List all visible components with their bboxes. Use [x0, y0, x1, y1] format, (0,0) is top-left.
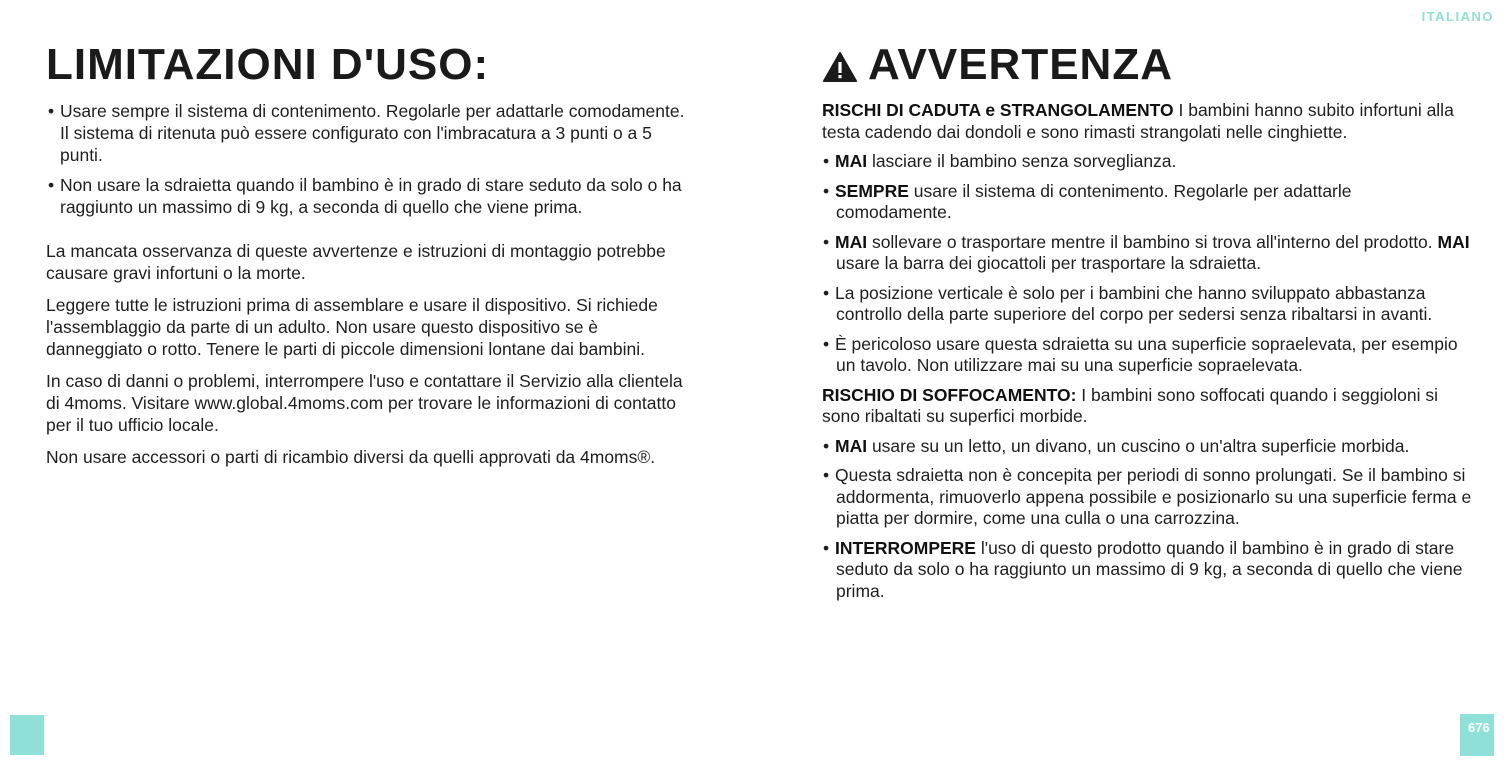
paragraph: In caso di danni o problemi, interrompere l'uso e contattare il Servizio alla clientela di 4moms. Visitare www.global.4moms.com per trovare le informazioni di contatto per il tuo ufficio locale.	[46, 371, 683, 435]
list-item: • INTERROMPERE l'uso di questo prodotto quando il bambino è in grado di stare seduto da solo o ha raggiunto un massimo di 9 kg, a seconda di quello che viene prima.	[823, 537, 1463, 601]
section-intro: RISCHI DI CADUTA e STRANGOLAMENTO I bambini hanno subito infortuni alla testa cadendo dai dondoli e sono rimasti strangolati nelle cinghiette.	[822, 100, 1454, 142]
section-heading: RISCHI DI CADUTA e STRANGOLAMENTO	[822, 100, 1174, 120]
list-item: • La posizione verticale è solo per i bambini che hanno sviluppato abbastanza controllo della parte superiore del corpo per sedersi senza ribaltarsi in avanti.	[823, 282, 1433, 324]
page-number: 676	[1468, 720, 1490, 735]
usage-limitations-list	[46, 100, 686, 218]
language-label: ITALIANO	[1421, 9, 1494, 24]
list-item: • SEMPRE usare il sistema di contenimento. Regolarle per adattarle comodamente.	[823, 180, 1352, 222]
section-intro: RISCHIO DI SOFFOCAMENTO: I bambini sono soffocati quando i seggioloni si sono ribaltati su superfici morbide.	[822, 384, 1438, 426]
fall-strangulation-section	[822, 100, 1472, 377]
paragraph: Non usare accessori o parti di ricambio diversi da quelli approvati da 4moms®.	[46, 447, 656, 467]
list-item: • Usare sempre il sistema di contenimento. Regolarle per adattarle comodamente. Il sistema di ritenuta può essere configurato con l'imbracatura a 3 punti o a 5 punti.	[48, 101, 685, 165]
list-item: • Non usare la sdraietta quando il bambino è in grado di stare seduto da solo o ha raggiunto un massimo di 9 kg, a seconda di quello che viene prima.	[48, 175, 682, 217]
section-heading: RISCHIO DI SOFFOCAMENTO:	[822, 384, 1077, 405]
paragraph: Leggere tutte le istruzioni prima di assemblare e usare il dispositivo. Si richiede l'assemblaggio da parte di un adulto. Non usare questo dispositivo se è danneggiato o rotto. Tenere le parti di piccole dimensioni lontane dai bambini.	[46, 295, 658, 359]
list-item: • MAI usare su un letto, un divano, un cuscino o un'altra superficie morbida.	[823, 435, 1410, 456]
warning-title-row	[822, 40, 1472, 90]
suffocation-section	[822, 385, 1472, 603]
warning-title: AVVERTENZA	[868, 40, 1173, 89]
usage-limitations-column	[46, 40, 686, 478]
list-item: • MAI sollevare o trasportare mentre il bambino si trova all'interno del prodotto. MAI usare la barra dei giocattoli per trasportare la sdraietta.	[823, 231, 1470, 273]
list-item: • Questa sdraietta non è concepita per periodi di sonno prolungati. Se il bambino si addormenta, rimuoverlo appena possibile e posizionarlo su una superficie ferma e piatta per dormire, come una culla o una carrozzina.	[823, 465, 1472, 528]
list-item: • MAI lasciare il bambino senza sorveglianza.	[823, 151, 1177, 171]
usage-limitations-title: LIMITAZIONI D'USO:	[46, 40, 490, 89]
right-page-tab	[1460, 714, 1494, 756]
warning-triangle-icon	[822, 51, 858, 83]
warning-list	[822, 436, 1472, 603]
warning-column	[822, 40, 1472, 610]
warning-list	[822, 151, 1472, 377]
list-item: • È pericoloso usare questa sdraietta su una superficie sopraelevata, per esempio un tavolo. Non utilizzare mai su una superficie sopraelevata.	[823, 333, 1458, 375]
paragraph: La mancata osservanza di queste avvertenze e istruzioni di montaggio potrebbe causare gravi infortuni o la morte.	[46, 241, 666, 283]
left-page-tab	[10, 715, 44, 755]
